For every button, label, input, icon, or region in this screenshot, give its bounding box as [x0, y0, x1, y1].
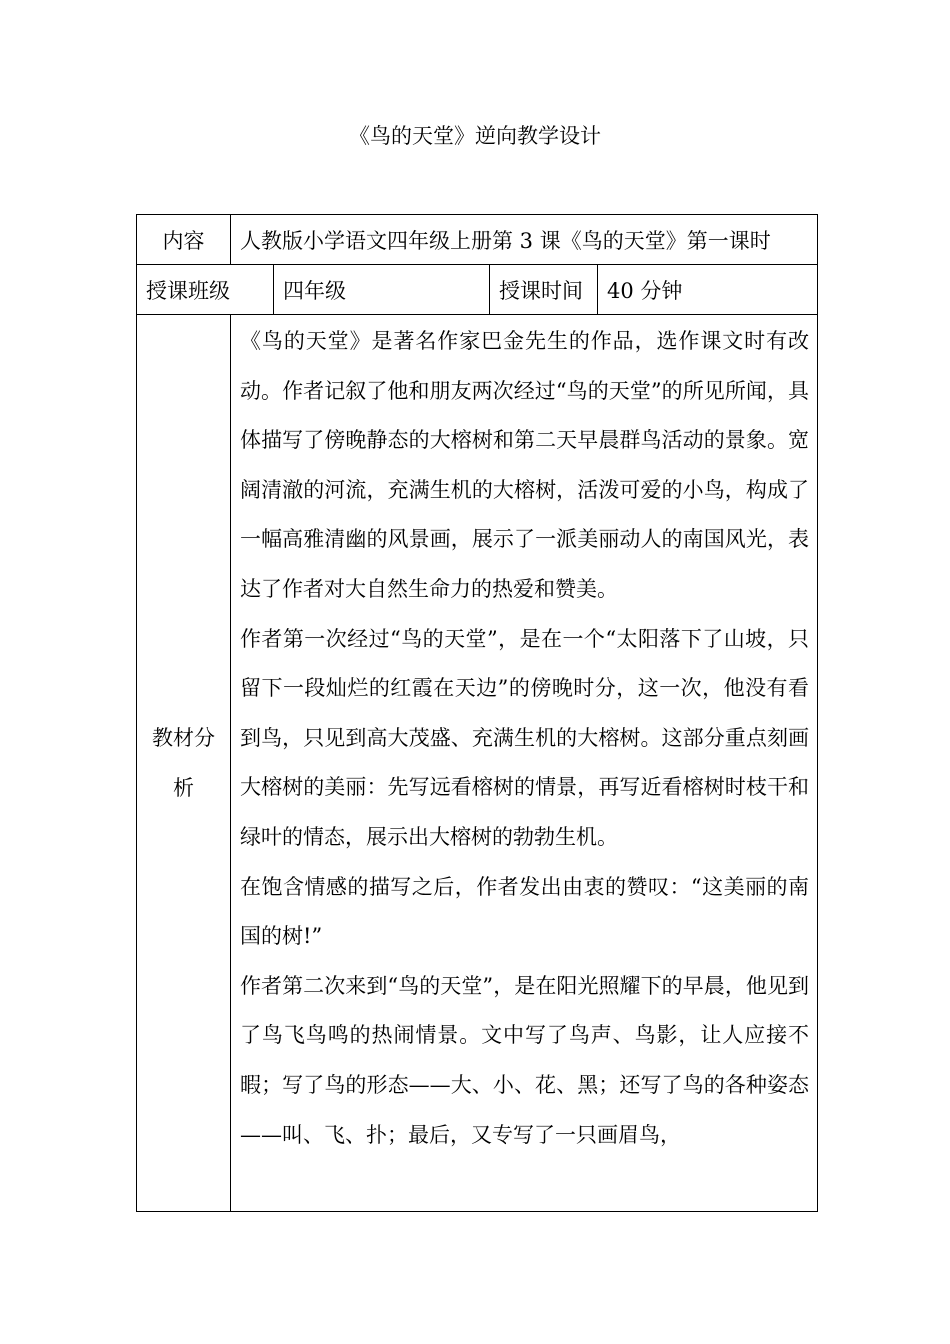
- analysis-paragraph: 作者第二次来到“鸟的天堂”，是在阳光照耀下的早晨，他见到了鸟飞鸟鸣的热闹情景。文中写了鸟声、鸟影，让人应接不暇；写了鸟的形态——大、小、花、黑；还写了鸟的各种姿态——叫、飞、扑；最后，又专写了一只画眉鸟，: [240, 973, 810, 1147]
- content-label: 内容: [137, 215, 231, 265]
- class-value: 四年级: [274, 265, 490, 315]
- analysis-paragraph: 在饱含情感的描写之后，作者发出由衷的赞叹：“这美丽的南国的树!”: [240, 874, 810, 949]
- document-title: 《鸟的天堂》逆向教学设计: [349, 124, 601, 148]
- analysis-label: 教材分析: [137, 315, 231, 1212]
- time-value: 40 分钟: [598, 265, 818, 315]
- analysis-paragraph: 《鸟的天堂》是著名作家巴金先生的作品，选作课文时有改动。作者记叙了他和朋友两次经过“鸟的天堂”的所见所闻，具体描写了傍晚静态的大榕树和第二天早晨群鸟活动的景象。宽阔清澈的河流，充满生机的大榕树，活泼可爱的小鸟，构成了一幅高雅清幽的风景画，展示了一派美丽动人的南国风光，表达了作者对大自然生命力的热爱和赞美。: [240, 329, 810, 601]
- content-row: [137, 215, 818, 265]
- lesson-plan-table: [136, 214, 818, 1212]
- time-label: 授课时间: [490, 265, 598, 315]
- class-label: 授课班级: [137, 265, 274, 315]
- analysis-row: [137, 315, 818, 1212]
- class-row: [137, 265, 818, 315]
- analysis-paragraph: 作者第一次经过“鸟的天堂”，是在一个“太阳落下了山坡，只留下一段灿烂的红霞在天边”的傍晚时分，这一次，他没有看到鸟，只见到高大茂盛、充满生机的大榕树。这部分重点刻画大榕树的美丽：先写远看榕树的情景，再写近看榕树时枝干和绿叶的情态，展示出大榕树的勃勃生机。: [240, 626, 810, 849]
- analysis-body: [231, 315, 818, 1212]
- content-value: 人教版小学语文四年级上册第 3 课《鸟的天堂》第一课时: [231, 215, 818, 265]
